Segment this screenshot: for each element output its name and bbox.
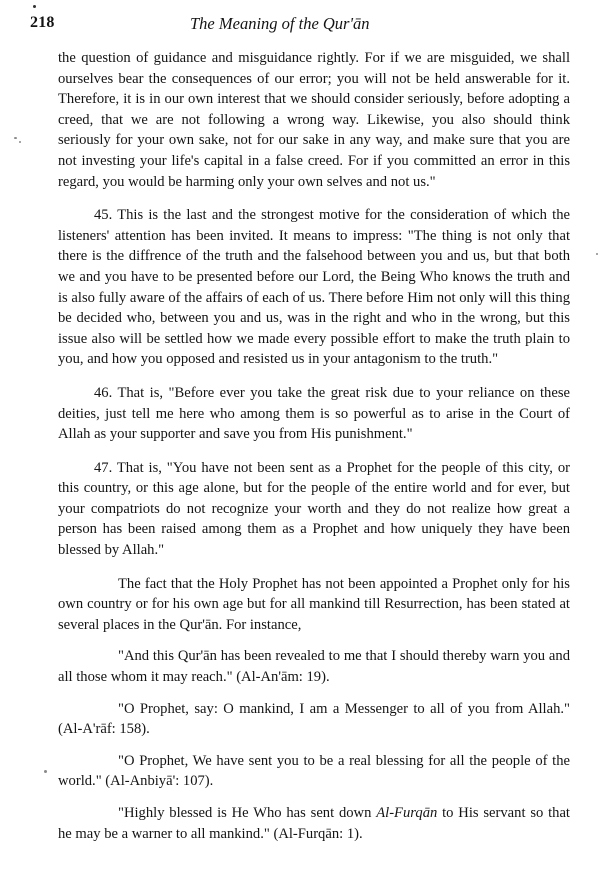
print-speck: [44, 770, 47, 773]
book-title-italic: Al-Furqān: [376, 805, 438, 821]
quote-al-araf: "O Prophet, say: O mankind, I am a Messenger to all of you from Allah." (Al-A'rāf: 158).: [58, 700, 570, 738]
page-header: [30, 14, 570, 38]
quote-al-anam: "And this Qur'ān has been revealed to me that I should thereby warn you and all those whom it may reach." (Al-An'ām: 19).: [58, 648, 570, 686]
paragraph-fact: The fact that the Holy Prophet has not been appointed a Prophet only for his own country or for his own age but for all mankind till Resurrection, has been stated at several places in the Qur'ān. For instance,: [58, 575, 570, 633]
note-47: 47. That is, "You have not been sent as a Prophet for the people of this city, or this country, or this age alone, but for the people of the entire world and for ever, but your compatriots do not recognize your worth and they do not realize how great a person has been raised among them as a Prophet and how uniquely they have been blessed by Allah.": [58, 459, 570, 559]
commentary-text: [58, 48, 570, 844]
quote-al-anbiya: "O Prophet, We have sent you to be a real blessing for all the people of the world." (Al-Anbiyā': 107).: [58, 752, 570, 790]
page-number: 218: [30, 14, 55, 31]
print-speck: [596, 253, 598, 255]
note-46: 46. That is, "Before ever you take the great risk due to your reliance on these deities, just tell me here who among them is so powerful as to arise in the Court of Allah as your supporter and save you from His punishment.": [58, 384, 570, 443]
running-title: The Meaning of the Qur'ān: [190, 14, 370, 33]
print-speck: [33, 5, 36, 8]
quote-text: "Highly blessed is He Who has sent down: [118, 805, 377, 821]
print-speck: [19, 141, 21, 143]
print-speck: [14, 137, 17, 139]
quote-text: to His servant so that he may be a warner to all mankind." (Al-Furqān: 1).: [58, 805, 570, 842]
quote-al-furqan: [58, 803, 570, 844]
paragraph-continued: the question of guidance and misguidance rightly. For if we are misguided, we shall ourselves bear the consequences of our error; you will not be held answerable for it. Therefore, it is in our own interest that we should consider seriously, before adopting a creed, that we are not following a wrong way. Likewise, you also should think seriously for your own sake, not for our sake in any way, and make sure that you are not investing your life's capital in a false creed. For if you committed an error in this regard, you would be harming only your own selves and not us.": [58, 50, 570, 190]
note-45: 45. This is the last and the strongest motive for the consideration of which the listeners' attention has been invited. It means to impress: "The thing is not only that there is the diffrence of the truth and the falsehood between you and us, but that both we and you have to be presented before our Lord, the Being Who knows the truth and is also fully aware of the affairs of each of us. There before Him not only will this thing be decided who, between you and us, was in the right and who in the wrong, but this issue also will be settled how we made every possible effort to make the truth plain to you, and how you opposed and resisted us in your antagonism to the truth.": [58, 207, 570, 368]
